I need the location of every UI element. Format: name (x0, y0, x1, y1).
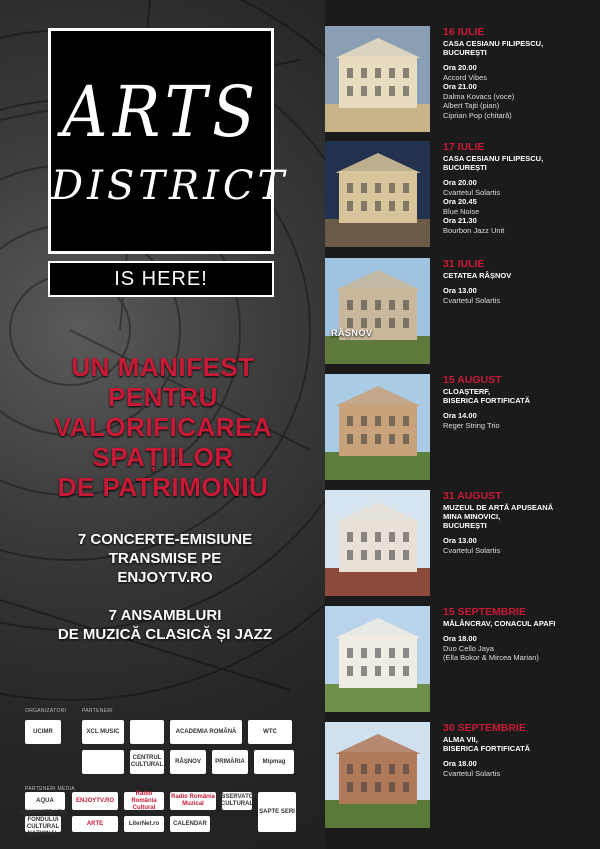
sponsor-logo (130, 720, 164, 744)
event-time: Ora 18.00 (443, 634, 477, 643)
event-date: 31 IULIE (443, 258, 485, 270)
event-info (443, 490, 595, 555)
event-venue (443, 271, 595, 280)
event-item (325, 26, 600, 136)
venue-photo (325, 141, 430, 247)
sponsor-logo: Radio România Muzical (170, 792, 216, 810)
event-venue (443, 387, 595, 405)
manifest-line: UN MANIFEST (71, 352, 255, 382)
event-item (325, 141, 600, 251)
event-performer: Ciprian Pop (chitară) (443, 110, 512, 120)
event-info (443, 26, 595, 120)
sponsor-logo: ȘAPTE SERI (258, 792, 296, 832)
sponsor-logo: ACADEMIA ROMÂNĂ (170, 720, 242, 744)
venue-line: MĂLÂNCRAV, CONACUL APAFI (443, 619, 556, 628)
event-item (325, 606, 600, 716)
event-time: Ora 13.00 (443, 286, 477, 295)
event-time: Ora 20.00 (443, 63, 477, 72)
sponsor-logo: ARTE (72, 816, 118, 832)
event-time: Ora 14.00 (443, 411, 477, 420)
event-date: 15 SEPTEMBRIE (443, 606, 526, 618)
partners-label: PARTENERI (82, 708, 113, 714)
event-program (443, 536, 595, 555)
event-venue (443, 39, 595, 57)
event-date: 30 SEPTEMBRIE (443, 722, 526, 734)
event-performer: Cvartetul Solartis (443, 768, 501, 778)
event-program (443, 178, 595, 235)
venue-line: CASA CESIANU FILIPESCU, (443, 154, 544, 163)
sponsor-logo: CALENDAR (170, 816, 210, 832)
venue-photo (325, 490, 430, 596)
event-time: Ora 21.30 (443, 216, 477, 225)
venue-line: BUCUREȘTI (443, 163, 487, 172)
event-performer: Accord Vibes (443, 72, 488, 82)
event-performer: Reger String Trio (443, 420, 500, 430)
event-item (325, 258, 600, 368)
event-venue (443, 619, 595, 628)
ensembles-line: 7 ANSAMBLURI (108, 607, 222, 624)
media-partners-label: PARTENERI MEDIA (25, 786, 75, 792)
event-performer: Cvartetul Solartis (443, 187, 501, 197)
logo-district-text: DISTRICT (51, 163, 289, 209)
event-info (443, 722, 595, 778)
event-performer: Cvartetul Solartis (443, 295, 501, 305)
manifest-heading (18, 352, 308, 502)
event-performer: Albert Tajti (pian) (443, 101, 500, 110)
concerts-line: ENJOYTV.RO (117, 569, 213, 586)
event-info (443, 141, 595, 235)
sponsor-logo: Radio România Cultural (124, 792, 164, 810)
manifest-line: SPAȚIILOR (92, 442, 234, 472)
event-time: Ora 21.00 (443, 82, 477, 91)
sponsor-logo: Mipmag (254, 750, 294, 774)
venue-photo (325, 374, 430, 480)
event-program (443, 411, 595, 430)
event-program (443, 759, 595, 778)
venue-photo (325, 26, 430, 132)
manifest-line: VALORIFICAREA (53, 412, 273, 442)
event-performer: Dalma Kovacs (voce) (443, 91, 515, 101)
sponsor-logo: PRIMĂRIA (212, 750, 248, 774)
tagline: IS HERE! (48, 261, 274, 297)
sponsor-logo: LiterNet.ro (124, 816, 164, 832)
event-info (443, 258, 595, 305)
sponsor-logo: CENTRUL CULTURAL (130, 750, 164, 774)
event-performer: Bourbon Jazz Unit (443, 225, 505, 235)
event-time: Ora 20.00 (443, 178, 477, 187)
venue-photo (325, 606, 430, 712)
venue-line: MUZEUL DE ARTĂ APUSEANĂ (443, 503, 554, 512)
concerts-text (30, 530, 300, 587)
sponsor-logo: ADMINISTRAȚIA FONDULUI CULTURAL NAȚIONAL (19, 810, 67, 837)
event-performer: Blue Noise (443, 206, 480, 216)
logo-arts-text: ARTS (62, 71, 261, 153)
manifest-line: DE PATRIMONIU (57, 472, 269, 502)
concerts-line: TRANSMISE PE (108, 550, 222, 567)
event-time: Ora 18.00 (443, 759, 477, 768)
event-date: 17 IULIE (443, 141, 485, 153)
event-date: 15 AUGUST (443, 374, 502, 386)
venue-line: BISERICA FORTIFICATĂ (443, 744, 531, 753)
sponsor-logo: WTC (248, 720, 292, 744)
venue-line: CLOAȘTERF, (443, 387, 491, 396)
sponsor-logo: UCIMR (25, 720, 61, 744)
organizers-label: ORGANIZATORI (25, 708, 67, 714)
sponsor-logo (82, 750, 124, 774)
event-performer: (Ella Bokor & Mircea Marian) (443, 653, 539, 662)
thumb-label: RÂȘNOV (331, 328, 373, 338)
event-item (325, 374, 600, 484)
event-item (325, 722, 600, 832)
venue-line: MINA MINOVICI, (443, 512, 501, 521)
event-time: Ora 13.00 (443, 536, 477, 545)
event-program (443, 634, 595, 663)
sponsor-logo: XCL MUSIC (82, 720, 124, 744)
venue-line: BUCUREȘTI (443, 48, 487, 57)
arts-district-logo (48, 28, 289, 254)
event-program (443, 63, 595, 120)
sponsor-logo: OBSERVATOR CULTURAL (222, 792, 252, 810)
event-info (443, 606, 595, 663)
event-time: Ora 20.45 (443, 197, 477, 206)
event-item (325, 490, 600, 600)
event-date: 31 AUGUST (443, 490, 502, 502)
ensembles-text (30, 606, 300, 644)
concerts-line: 7 CONCERTE-EMISIUNE (77, 531, 253, 548)
sponsor-logo: RÂȘNOV (170, 750, 206, 774)
venue-line: ALMA VII, (443, 735, 478, 744)
event-venue (443, 735, 595, 753)
event-program (443, 286, 595, 305)
venue-line: CASA CESIANU FILIPESCU, (443, 39, 544, 48)
venue-photo (325, 722, 430, 828)
event-venue (443, 154, 595, 172)
venue-line: CETATEA RÂȘNOV (443, 271, 512, 280)
manifest-line: PENTRU (108, 382, 218, 412)
venue-photo (325, 258, 430, 364)
sponsor-logo: AQUA (25, 792, 65, 810)
sponsor-logo: ENJOYTV.RO (72, 792, 118, 810)
event-performer: Duo Cello Jaya (443, 643, 494, 653)
venue-line: BUCUREȘTI (443, 521, 487, 530)
event-date: 16 IULIE (443, 26, 485, 38)
ensembles-line: DE MUZICĂ CLASICĂ ȘI JAZZ (57, 626, 273, 643)
event-performer: Cvartetul Solartis (443, 545, 501, 555)
event-venue (443, 503, 595, 530)
sponsors-area (20, 708, 310, 838)
venue-line: BISERICA FORTIFICATĂ (443, 396, 531, 405)
event-info (443, 374, 595, 430)
